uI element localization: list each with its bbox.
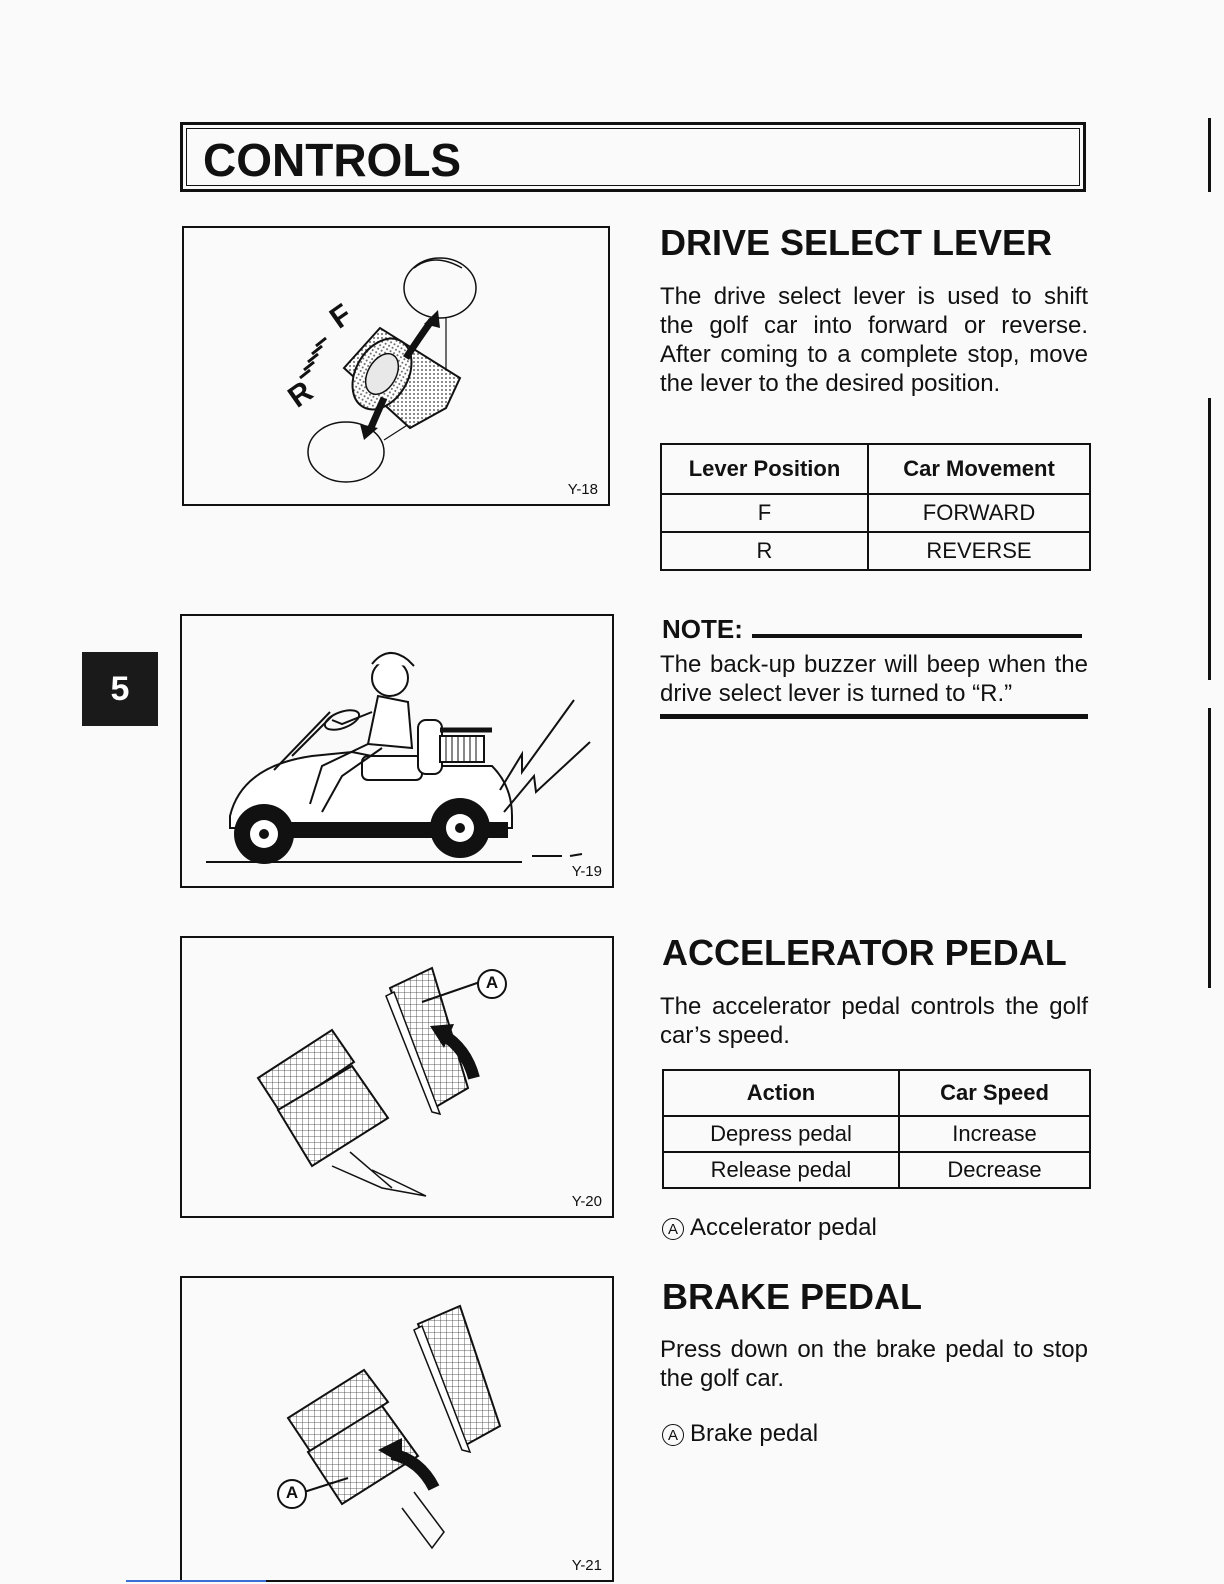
callout-circle-letter: A (662, 1218, 684, 1240)
golf-car-illustration (182, 616, 616, 890)
table-header-cell: Action (663, 1070, 899, 1116)
table-header-row (663, 1070, 1090, 1116)
table-header-cell: Lever Position (661, 444, 868, 494)
lever-mark-forward: F (323, 297, 358, 336)
table-cell: Release pedal (663, 1152, 899, 1188)
note-label: NOTE: (662, 614, 743, 644)
drive-lever-illustration (184, 228, 612, 508)
figure-label: Y-20 (571, 1193, 602, 1210)
figure-label: Y-19 (571, 863, 602, 880)
callout-text: Brake pedal (690, 1420, 819, 1447)
drive-select-body: The drive select lever is used to shift the golf car into forward or reverse. After coming to a complete stop, move the lever to the desired position. (660, 283, 1088, 397)
accelerator-body: The accelerator pedal controls the golf car’s speed. (660, 993, 1088, 1049)
note-text: The back-up buzzer will beep when the drive select lever is turned to “R.” (660, 651, 1088, 707)
right-edge-mark-mid (1208, 398, 1211, 680)
table-header-cell: Car Speed (899, 1070, 1090, 1116)
table-row (661, 494, 1090, 532)
accelerator-pedal-illustration (182, 938, 616, 1220)
section-tab: 5 (82, 652, 158, 726)
callout-text: Accelerator pedal (690, 1214, 877, 1241)
table-cell: R (661, 532, 868, 570)
figure-callout-letter: A (285, 1483, 299, 1502)
table-header-cell: Car Movement (868, 444, 1090, 494)
table-row (663, 1152, 1090, 1188)
figure-label: Y-21 (571, 1557, 602, 1574)
accelerator-heading: ACCELERATOR PEDAL (662, 932, 1067, 973)
page-title: CONTROLS (203, 134, 462, 186)
table-cell: Decrease (899, 1152, 1090, 1188)
brake-pedal-illustration (182, 1278, 616, 1584)
brake-callout (662, 1420, 818, 1448)
drive-select-table (660, 443, 1091, 571)
figure-callout-letter: A (485, 973, 499, 992)
page-header (180, 122, 1086, 192)
figure-brake-pedal (180, 1276, 614, 1582)
figure-accelerator-pedal (180, 936, 614, 1218)
brake-body: Press down on the brake pedal to stop the golf car. (660, 1336, 1088, 1392)
brake-heading: BRAKE PEDAL (662, 1276, 923, 1317)
accelerator-callout (662, 1214, 877, 1242)
note-top-rule (752, 634, 1082, 638)
bottom-edge-line (126, 1580, 266, 1582)
figure-drive-select-lever (182, 226, 610, 506)
callout-circle-letter: A (662, 1424, 684, 1446)
accelerator-table (662, 1069, 1091, 1189)
table-header-row (661, 444, 1090, 494)
table-row (663, 1116, 1090, 1152)
figure-label: Y-18 (567, 481, 598, 498)
table-cell: REVERSE (868, 532, 1090, 570)
table-cell: F (661, 494, 868, 532)
table-cell: Increase (899, 1116, 1090, 1152)
table-cell: FORWARD (868, 494, 1090, 532)
right-edge-mark-top (1208, 118, 1211, 192)
lever-mark-reverse: R (282, 374, 319, 415)
figure-golf-car-buzzer (180, 614, 614, 888)
right-edge-mark-low (1208, 708, 1211, 988)
note-bottom-rule (660, 714, 1088, 719)
table-row (661, 532, 1090, 570)
table-cell: Depress pedal (663, 1116, 899, 1152)
drive-select-heading: DRIVE SELECT LEVER (660, 222, 1053, 263)
